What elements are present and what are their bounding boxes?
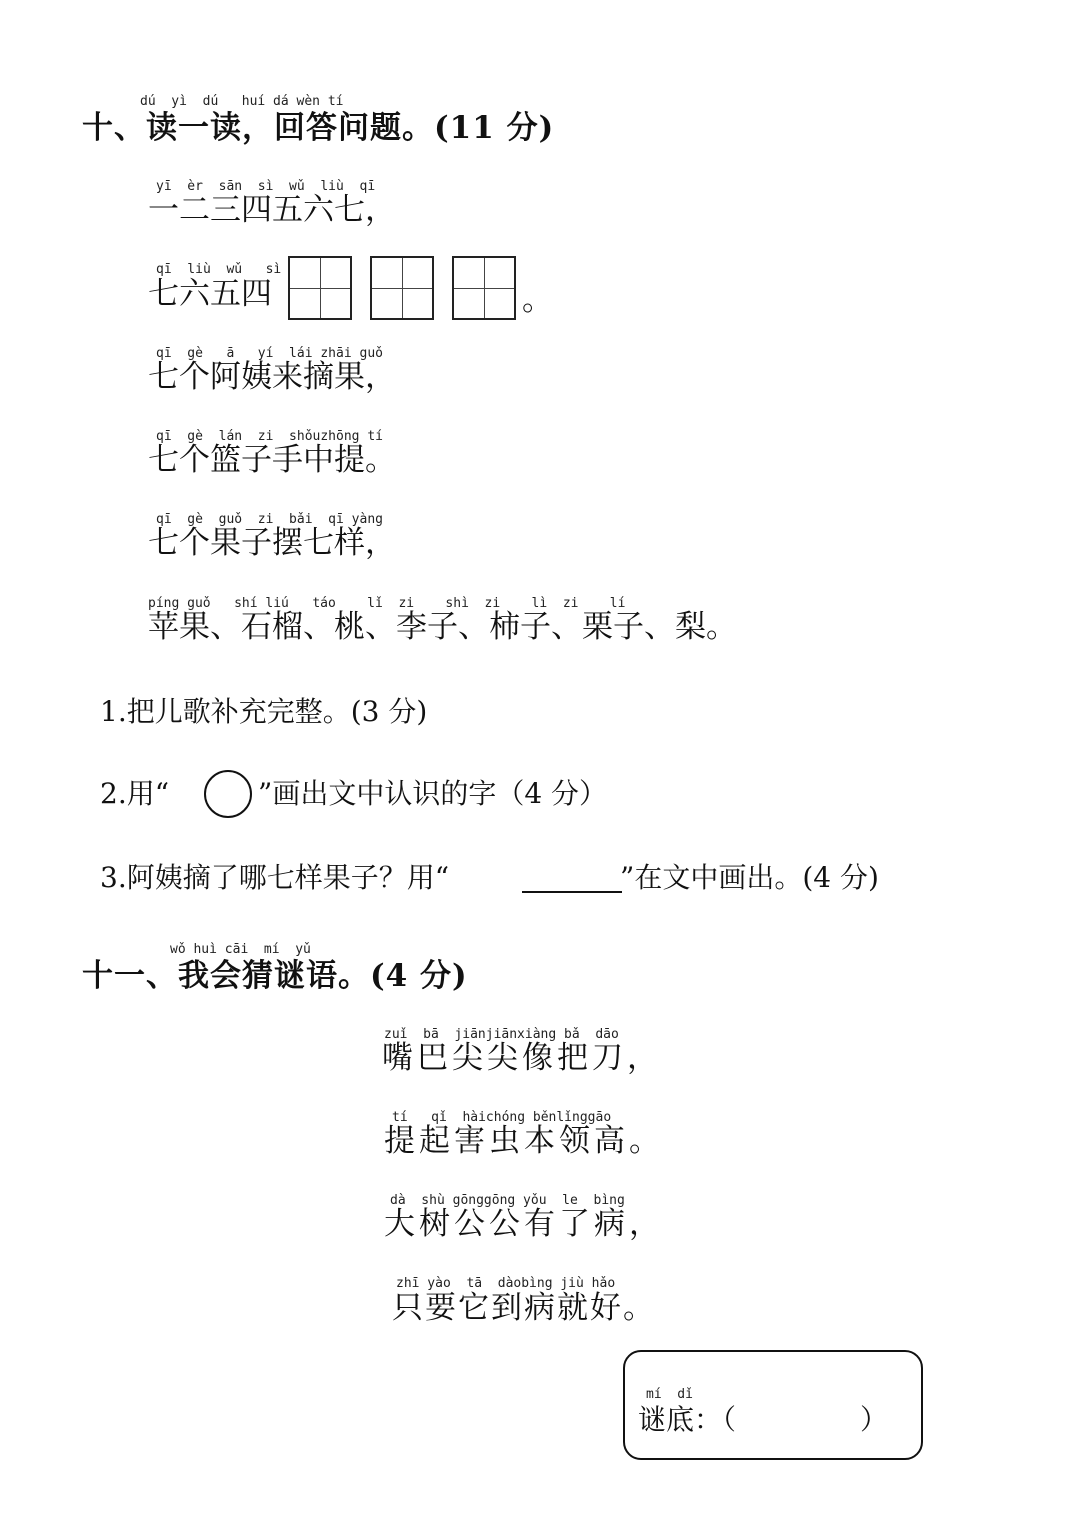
riddle-line-2: 提起害虫本领高。: [384, 1123, 664, 1159]
section11-title-pinyin: wǒ huì cāi mí yǔ: [170, 942, 311, 957]
poem-line-1: 一二三四五六七，: [148, 192, 396, 228]
poem-line-3: 七个阿姨来摘果，: [148, 359, 396, 395]
poem-line-2-period: 。: [522, 282, 553, 318]
question-2-suffix: ”画出文中认识的字（4 分）: [258, 777, 608, 810]
riddle-line-3-pinyin: dà shù gōnggōng yǒu le bìng: [390, 1193, 625, 1208]
section10-title-pinyin: dú yì dú huí dá wèn tí: [140, 94, 344, 109]
writing-grid-box-2[interactable]: [370, 256, 434, 320]
section11-title: 十一、我会猜谜语。(4 分): [82, 958, 468, 994]
question-3-prefix: 3.阿姨摘了哪七样果子？用“: [100, 861, 450, 894]
poem-line-3-pinyin: qī gè ā yí lái zhāi guǒ: [156, 346, 383, 361]
poem-line-6: 苹果、石榴、桃、李子、柿子、栗子、梨。: [148, 609, 737, 645]
circle-mark-icon: [204, 770, 252, 818]
answer-close-paren: ）: [860, 1403, 889, 1436]
underline-mark-icon: [522, 889, 622, 893]
riddle-line-2-pinyin: tí qǐ hàichóng běnlǐnggāo: [392, 1110, 612, 1125]
poem-line-2-pinyin: qī liù wǔ sì: [156, 262, 282, 277]
poem-line-2: 七六五四: [148, 276, 272, 312]
section10-title: 十、读一读，回答问题。(11 分): [82, 110, 555, 146]
poem-line-5-pinyin: qī gè guǒ zi bǎi qī yàng: [156, 512, 383, 527]
riddle-line-4-pinyin: zhī yào tā dàobìng jiù hǎo: [396, 1276, 616, 1291]
answer-label: 谜底：（: [638, 1403, 737, 1436]
question-2-prefix: 2.用“: [100, 777, 170, 810]
poem-line-5: 七个果子摆七样，: [148, 525, 396, 561]
answer-label-pinyin: mí dǐ: [646, 1387, 693, 1402]
question-1: 1.把儿歌补充完整。(3 分): [100, 695, 428, 728]
poem-line-1-pinyin: yī èr sān sì wǔ liù qī: [156, 179, 376, 194]
riddle-line-4: 只要它到病就好。: [392, 1290, 656, 1326]
poem-line-4-pinyin: qī gè lán zi shǒuzhōng tí: [156, 429, 383, 444]
riddle-line-1-pinyin: zuǐ bā jiānjiānxiàng bǎ dāo: [384, 1027, 619, 1042]
riddle-line-3: 大树公公有了病，: [384, 1206, 664, 1242]
poem-line-4: 七个篮子手中提。: [148, 442, 396, 478]
writing-grid-box-1[interactable]: [288, 256, 352, 320]
riddle-line-1: 嘴巴尖尖像把刀，: [382, 1040, 662, 1076]
poem-line-6-pinyin: píng guǒ shí liú táo lǐ zi shì zi lì zi lí: [148, 596, 626, 611]
writing-grid-box-3[interactable]: [452, 256, 516, 320]
question-3-suffix: ”在文中画出。(4 分): [620, 861, 879, 894]
